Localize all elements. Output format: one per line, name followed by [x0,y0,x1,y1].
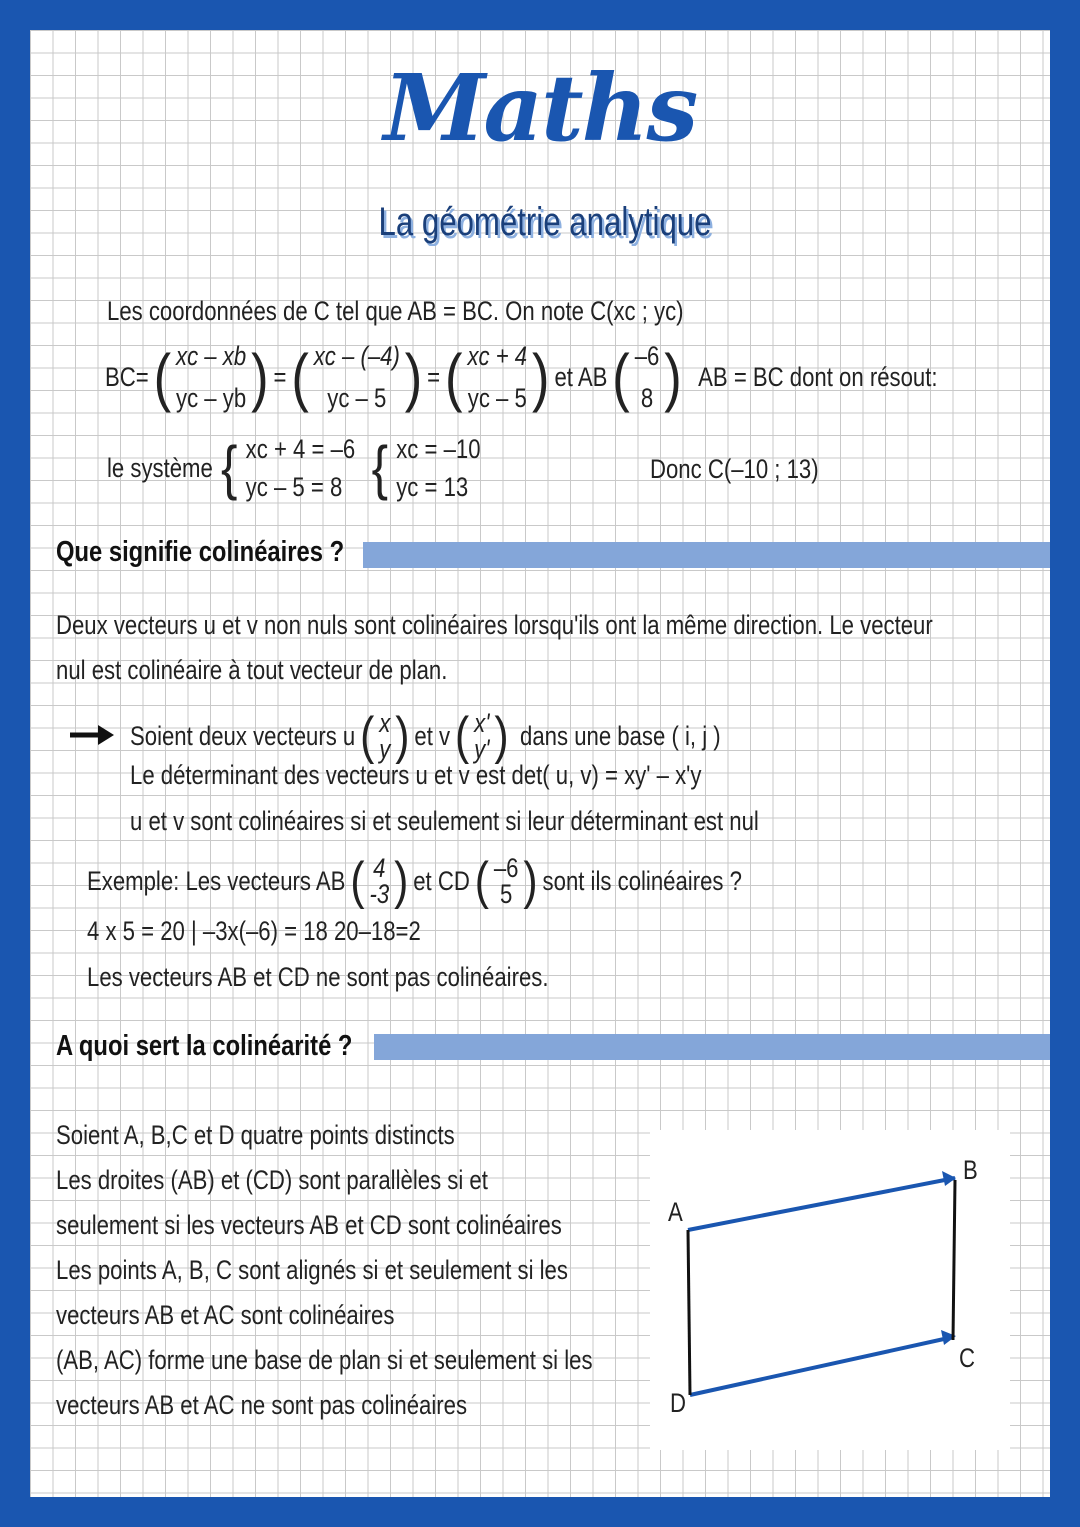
bc-label: BC= [105,361,149,392]
example-question: sont ils colinéaires ? [542,865,742,896]
heading-bar-1 [363,542,1050,568]
equals-1: = [273,361,287,392]
equals-2: = [427,361,441,392]
vector-dc [690,1337,953,1395]
colinear-condition: u et v sont colinéaires si et seulement si leur déterminant est nul [130,806,759,836]
point-b: B [963,1155,978,1185]
m1-top: xc – xb [176,341,247,371]
m4-bot: 8 [640,383,654,413]
system-row: le système { xc + 4 = –6 yc – 5 = 8 { xc = –10 yc = 13 [107,430,481,506]
m3-top: xc + 4 [467,341,528,371]
example-conclusion: Les vecteurs AB et CD ne sont pas colinéaires. [87,962,549,992]
usage-line-1: Soient A, B,C et D quatre points distincts [56,1120,455,1150]
segment-ad [688,1230,690,1395]
m1-bot: yc – yb [176,383,247,413]
s1-top: xc + 4 = –6 [245,434,356,464]
ab-bot: -3 [369,879,390,909]
m2-top: xc – (–4) [313,341,400,371]
s2-top: xc = –10 [396,434,481,464]
heading-colinearite: A quoi sert la colinéarité ? [56,1030,353,1062]
usage-line-4: Les points A, B, C sont alignés si et seulement si les [56,1255,568,1285]
u-bot: y [379,734,391,764]
point-c: C [959,1343,975,1373]
base-text: dans une base ( i, j ) [520,720,721,751]
point-d: D [670,1388,686,1418]
m4-top: –6 [634,341,660,371]
arrow-right-icon [68,720,118,750]
heading-bar-2 [374,1034,1050,1060]
systeme-label: le système [107,452,213,483]
usage-line-6: (AB, AC) forme une base de plan si et seulement si les [56,1345,593,1375]
resout-text: AB = BC dont on résout: [698,361,938,392]
soient-row: Soient deux vecteurs u ( x y ) et v ( x' y' ) dans une base ( i, j ) [130,707,721,765]
donc-result: Donc C(–10 ; 13) [650,454,819,484]
bc-equation: BC= ( xc – xb yc – yb ) = ( xc – (–4) yc – 5 ) = ( xc + 4 yc – 5 ) et AB ( –6 8 ) AB = BC dont on résout: [105,335,938,419]
m2-bot: yc – 5 [327,383,387,413]
example-label: Exemple: Les vecteurs AB [87,865,346,896]
usage-line-3: seulement si les vecteurs AB et CD sont colinéaires [56,1210,562,1240]
u-top: x [379,708,391,738]
heading-colineaires: Que signifie colinéaires ? [56,536,345,568]
page-title: Maths [383,54,697,162]
et-ab: et AB [554,361,608,392]
definition-line-1: Deux vecteurs u et v non nuls sont colinéaires lorsqu'ils ont la même direction. Le vecteur [56,610,933,640]
example-calc: 4 x 5 = 20 | –3x(–6) = 18 20–18=2 [87,916,421,946]
parallelogram-figure [650,1130,1010,1450]
intro-line: Les coordonnées de C tel que AB = BC. On note C(xc ; yc) [107,296,684,326]
segment-bc [953,1180,955,1340]
point-a: A [668,1197,683,1227]
ab-top: 4 [373,853,386,883]
s1-bot: yc – 5 = 8 [245,472,343,502]
et-cd: et CD [413,865,470,896]
v-top: x' [474,708,490,738]
m3-bot: yc – 5 [467,383,527,413]
example-row: Exemple: Les vecteurs AB ( 4 -3 ) et CD ( –6 5 ) sont ils colinéaires ? [87,852,742,910]
s2-bot: yc = 13 [396,472,469,502]
usage-line-5: vecteurs AB et AC sont colinéaires [56,1300,395,1330]
v-bot: y' [474,734,490,764]
et-v: et v [414,720,451,751]
soient-text: Soient deux vecteurs u [130,720,356,751]
cd-bot: 5 [500,879,513,909]
page-subtitle: La géométrie analytique [378,200,712,244]
notebook-page [30,30,1050,1497]
vector-ab [688,1178,955,1230]
usage-line-7: vecteurs AB et AC ne sont pas colinéaires [56,1390,468,1420]
usage-line-2: Les droites (AB) et (CD) sont parallèles si et [56,1165,488,1195]
cd-top: –6 [493,853,519,883]
definition-line-2: nul est colinéaire à tout vecteur de plan. [56,655,448,685]
determinant-line: Le déterminant des vecteurs u et v est det( u, v) = xy' – x'y [130,760,702,790]
